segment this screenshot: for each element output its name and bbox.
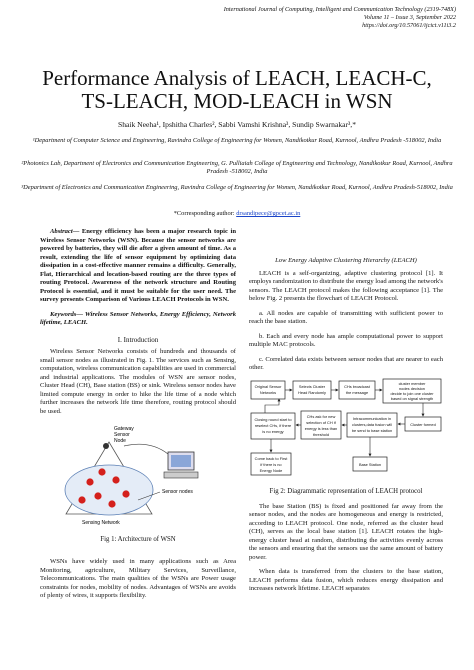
sensor-node-dot [108,500,115,507]
flow-box6-line3: energy is less than [304,425,338,431]
flow-box5-line3: is no energy [262,428,284,434]
flow-box7-line3: be send to base station [351,427,393,433]
keyboard-icon [164,472,198,478]
leach-paragraph-2: The base Station (BS) is fixed and positioned far away from the sensor nodes, and the nodes are homogeneous and energy is restricted, according to LEACH protocol. One node, referred as the cluster head (CH), serves as the local base station [1]. LEACH rotates the high-energy cluster head at random, distributing the activities evenly across the sensors and ensuring that the sensors use the same amount of battery power. [249,502,443,561]
flow-box9-line2: if there is no [260,461,282,467]
figure-2 [249,377,443,497]
flow-box1-line1: Original Sensor [254,383,282,389]
intro-paragraph-1: Wireless Sensor Networks consists of hundreds and thousands of small sensor nodes as illustrated in Fig. 1. The services such as Sensing, computation, wireless communication capabilities are used in commercial and industrial applications. The modules of WSN are sensor nodes, Cluster Head (CH), Base station (BS) or sink. Wireless sensor nodes have limited compute energy in order to hike the life time of a node which further increases the network life time therefore, routing protocol should be used. [40,348,236,415]
corresponding-author [18,210,456,217]
right-column [249,257,443,594]
flow-box2-line2: Head Randomly [298,389,326,395]
subsection-heading-leach: Low Energy Adaptive Clustering Hierarchy (LEACH) [275,257,417,264]
flow-box10-line1: Base Station [358,461,382,467]
journal-header [126,6,456,31]
keywords-text: Wireless Sensor Networks, Energy Efficiency, Network lifetime, LEACH. [40,310,236,326]
computer-screen-icon [171,455,191,467]
gateway-label: Gateway [114,426,134,432]
link-to-computer [124,444,168,454]
corresponding-label: *Corresponding author: [173,210,235,217]
leach-paragraph-1: LEACH is a self-organizing, adaptive clustering protocol [1]. It employs randomization to distribute the energy load among the network's sensors. The LEACH protocol makes the following acceptance [1]. The below Fig. 2 presents the flowchart of LEACH Protocol. [249,269,443,302]
figure-1 [40,420,236,544]
sensing-network-label: Sensing Network [82,520,120,526]
journal-name: International Journal of Computing, Intelligent and Communication Technology (2319-748X) [223,6,456,13]
flow-box4-line2: nodes decision [399,385,425,391]
flow-box4-line3: decide to join one cluster [390,390,434,396]
flow-box3-line2: the message [345,389,369,395]
sensor-node-dot [86,478,93,485]
sensor-nodes-label: Sensor nodes [162,489,193,495]
flow-box9-line1: Come back to First [254,455,288,461]
gateway-node-icon [103,443,109,449]
corresponding-email-link[interactable]: drsandipece@gpcet.ac.in [236,210,301,217]
author-list: Shaik Neeha¹, Ipshitha Charles², Sabbi Vamshi Krishna³, Sundip Swarnakar³,* [117,120,356,129]
leach-flowchart [249,377,443,485]
flow-box6-line1: CHs ask for new [306,413,336,419]
flow-box6-line4: threshold [312,431,330,437]
flow-box9-line3: Energy Node [259,467,283,473]
flow-box8-line1: Cluster formed [410,421,436,427]
sensor-node-dot [94,492,101,499]
paper-title-line1: Performance Analysis of LEACH, LEACH-C, [42,66,432,90]
gateway-sensor-label: Sensor [114,432,130,438]
flow-box4-line4: based on signal strength [390,395,434,401]
sensor-node-dot [78,496,85,503]
sensor-node-dot [122,490,129,497]
affiliation-3: ³Department of Electronics and Communication Engineering, Ravindra College of Engineering for Women, Nandikotkur Road, Kurnool, Andhra Pradesh-518002, India [21,184,453,191]
assumption-a: a. All nodes are capable of transmitting with sufficient power to reach the base station. [249,309,443,325]
sensor-node-dot [112,476,119,483]
journal-volume: Volume 11 – Issue 3, September 2022 [363,14,456,22]
flow-box3-line1: CHs broadcast [344,383,370,389]
figure-2-caption: Fig 2: Diagrammatic representation of LEACH protocol [269,488,423,495]
flow-box7-line2: clusters,data fusion will [351,421,393,427]
assumption-c: c. Correlated data exists between sensor nodes that are nearer to each other. [249,355,443,371]
flow-box2-line1: Selects Cluster [298,383,326,389]
affiliation-2: ²Photonics Lab, Department of Electronics and Communication Engineering, G. Pulliaiah College of Engineering and Technology, Nandikotkur Road, Kurnool, Andhra Pradesh -518002, India [21,160,453,176]
abstract-label: Abstract— [50,228,80,235]
flow-box4-line1: cluster member [398,380,426,386]
left-column [40,228,236,601]
flow-box5-line1: Closing round start to [254,416,292,422]
intro-paragraph-2: WSNs have widely used in many applications such as Area Monitoring, agriculture, Military Services, Surveillance, Telecommunications. The main qualities of the WSNs are Power usage constraints for nodes, mobility of nodes. Advantages of WSNs are avoids of plenty of wires, it supports flexibility. [40,558,236,599]
journal-doi[interactable]: https://doi.org/10.57061/ijcict.v11i3.2 [362,22,456,30]
keywords [40,311,236,328]
leach-paragraph-3: When data is transferred from the clusters to the base station, LEACH performs data fusion, which reduces energy dissipation and increases network lifetime. LEACH separates [249,568,443,592]
paper-title [20,67,454,113]
abstract-text: Energy efficiency has been a major research topic in Wireless Sensor Networks (WSN). Because the sensor networks are powered by batteries, they will die after a given amount of time. As a result, extending the life of sensor equipment by optimizing data dissipation in a cost-effective manner remains a difficulty. Generally, Flat, Hierarchical and location-based routing are the three types of routing Protocol. Awareness of the network structure and Routing Protocol is essential, and it must be suitable for the user need. The survey presents Comparison of Various LEACH Protocols in WSN. [40,228,236,303]
abstract [40,228,236,305]
wsn-architecture-diagram [40,420,236,532]
section-heading-introduction: I. Introduction [117,335,159,344]
flow-arrow-loop [265,399,279,413]
flow-box5-line2: reselect CHs, if there [254,422,292,428]
flow-box7-line1: Intracommunication in [352,415,392,421]
sensor-node-dot [98,468,105,475]
affiliation-1: ¹Department of Computer Science and Engineering, Ravindra College of Engineering for Women, Nandikotkur Road, Kurnool, Andhra Pradesh -518002, India [32,137,442,144]
flow-box1-line2: Networks [259,389,277,395]
paper-title-line2: TS-LEACH, MOD-LEACH in WSN [81,89,393,113]
flow-box6-line2: selection of CH if [306,419,336,425]
sensing-field [65,465,153,515]
figure-1-caption: Fig 1: Architecture of WSN [100,535,176,543]
gateway-node-label: Node [114,438,126,444]
assumption-b: b. Each and every node has ample computational power to support multiple MAC protocols. [249,332,443,348]
keywords-label: Keywords— [50,310,83,318]
